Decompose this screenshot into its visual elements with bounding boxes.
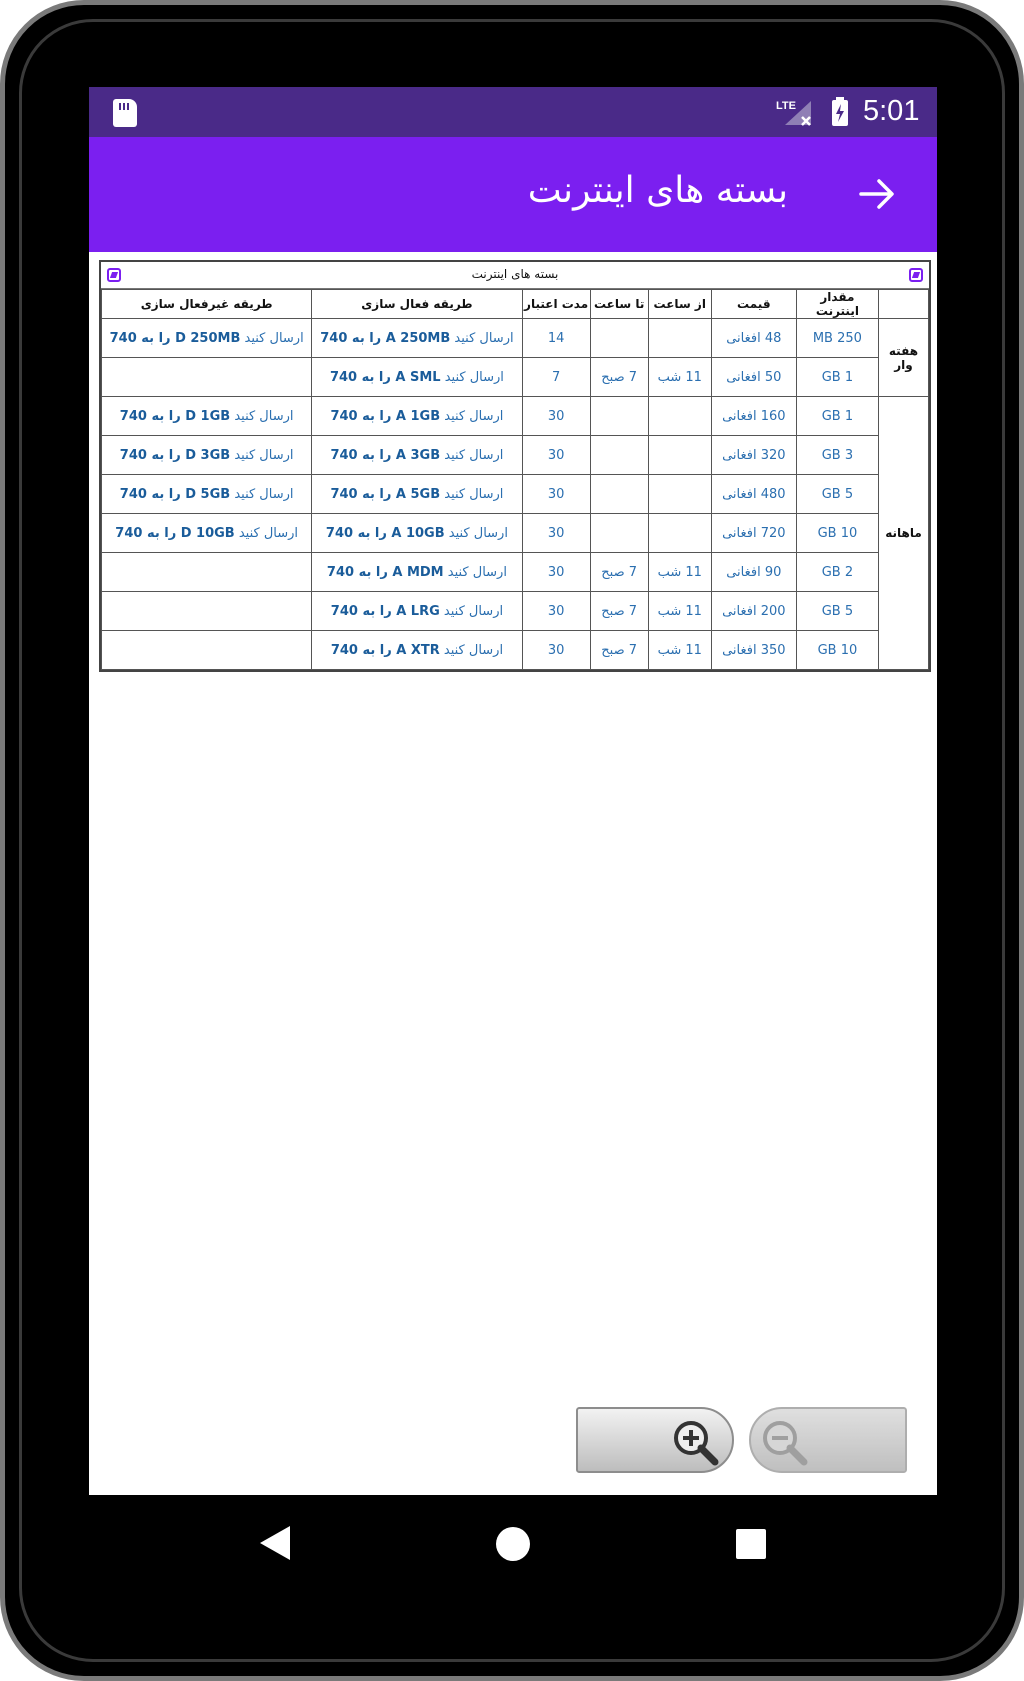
activate-command-cell	[312, 553, 522, 592]
activate-command-cell	[312, 631, 522, 670]
column-header: مدت اعتبار	[522, 290, 590, 319]
period-label: ماهانه	[878, 397, 928, 670]
to-hour-cell	[590, 436, 648, 475]
column-header: طریقه غیرفعال سازی	[102, 290, 312, 319]
packages-grid	[101, 289, 929, 670]
command-code: D 3GB	[185, 447, 231, 463]
column-header: از ساعت	[648, 290, 711, 319]
table-row	[102, 475, 929, 514]
column-header: طریقه فعال سازی	[312, 290, 522, 319]
to-hour-cell: 7 صبح	[590, 592, 648, 631]
command-text: ارسال کنید	[440, 486, 504, 502]
from-hour-cell	[648, 514, 711, 553]
table-header-bar	[101, 262, 929, 289]
table-row	[102, 358, 929, 397]
corner-edit-icon[interactable]	[909, 268, 923, 282]
price-cell: 200 افغانی	[711, 592, 796, 631]
command-text: ارسال کنید	[440, 447, 504, 463]
price-cell: 480 افغانی	[711, 475, 796, 514]
arrow-right-icon[interactable]	[857, 174, 897, 214]
validity-cell: 30	[522, 475, 590, 514]
deactivate-command-cell	[102, 553, 312, 592]
command-code: A 3GB	[395, 447, 441, 463]
from-hour-cell	[648, 436, 711, 475]
activate-command-cell	[312, 397, 522, 436]
activate-command-cell	[312, 592, 522, 631]
from-hour-cell	[648, 475, 711, 514]
price-cell: 320 افغانی	[711, 436, 796, 475]
battery-charging-icon	[830, 97, 850, 127]
from-hour-cell	[648, 397, 711, 436]
deactivate-command-cell	[102, 475, 312, 514]
status-bar	[89, 87, 937, 137]
command-text: ارسال کنید	[443, 564, 507, 580]
command-target: را به 740	[330, 603, 397, 619]
validity-cell: 30	[522, 592, 590, 631]
validity-cell: 30	[522, 397, 590, 436]
price-cell: 160 افغانی	[711, 397, 796, 436]
validity-cell: 30	[522, 436, 590, 475]
table-row	[102, 592, 929, 631]
deactivate-command-cell	[102, 631, 312, 670]
table-title: بسته های اینترنت	[471, 267, 559, 281]
from-hour-cell: 11 شب	[648, 358, 711, 397]
command-code: A XTR	[396, 642, 440, 658]
command-text: ارسال کنید	[439, 603, 504, 619]
deactivate-command-cell	[102, 397, 312, 436]
period-label: هفته وار	[878, 319, 928, 397]
validity-cell: 30	[522, 553, 590, 592]
command-code: A 1GB	[395, 408, 441, 424]
table-header-row	[102, 290, 929, 319]
deactivate-command-cell	[102, 358, 312, 397]
command-text: ارسال کنید	[234, 525, 299, 541]
recents-square-icon[interactable]	[736, 1529, 766, 1559]
command-target: را به 740	[329, 369, 396, 385]
column-header: قیمت	[711, 290, 796, 319]
zoom-out-icon	[759, 1417, 809, 1467]
from-hour-cell: 11 شب	[648, 592, 711, 631]
command-text: ارسال کنید	[240, 330, 304, 346]
sd-card-icon	[113, 99, 137, 127]
packages-table	[99, 260, 931, 672]
amount-cell: 5 GB	[796, 475, 878, 514]
validity-cell: 30	[522, 514, 590, 553]
to-hour-cell: 7 صبح	[590, 358, 648, 397]
command-target: را به 740	[330, 486, 396, 502]
command-code: D 1GB	[185, 408, 231, 424]
validity-cell: 30	[522, 631, 590, 670]
deactivate-command-cell	[102, 436, 312, 475]
validity-cell: 7	[522, 358, 590, 397]
from-hour-cell: 11 شب	[648, 631, 711, 670]
zoom-out-button[interactable]	[749, 1407, 907, 1473]
command-target: را به 740	[325, 525, 392, 541]
to-hour-cell: 7 صبح	[590, 553, 648, 592]
command-target: را به 740	[330, 447, 396, 463]
period-header	[878, 290, 928, 319]
zoom-in-icon	[670, 1417, 720, 1467]
amount-cell: 10 GB	[796, 631, 878, 670]
amount-cell: 1 GB	[796, 358, 878, 397]
price-cell: 90 افغانی	[711, 553, 796, 592]
command-text: ارسال کنید	[450, 330, 514, 346]
to-hour-cell	[590, 397, 648, 436]
home-circle-icon[interactable]	[496, 1527, 530, 1561]
activate-command-cell	[312, 436, 522, 475]
command-target: را به 740	[326, 564, 393, 580]
amount-cell: 2 GB	[796, 553, 878, 592]
deactivate-command-cell	[102, 592, 312, 631]
table-row	[102, 553, 929, 592]
activate-command-cell	[312, 319, 522, 358]
to-hour-cell	[590, 514, 648, 553]
command-code: A 10GB	[391, 525, 445, 541]
command-text: ارسال کنید	[439, 642, 504, 658]
price-cell: 48 افغانی	[711, 319, 796, 358]
command-code: D 10GB	[180, 525, 235, 541]
command-text: ارسال کنید	[444, 525, 508, 541]
activate-command-cell	[312, 475, 522, 514]
amount-cell: 1 GB	[796, 397, 878, 436]
command-target: را به 740	[320, 330, 386, 346]
lte-signal-icon	[775, 97, 815, 127]
command-code: D 250MB	[175, 330, 241, 346]
command-code: A 5GB	[395, 486, 441, 502]
command-text: ارسال کنید	[230, 447, 294, 463]
command-target: را به 740	[330, 408, 396, 424]
page-title: بسته های اینترنت	[527, 170, 788, 211]
amount-cell: 10 GB	[796, 514, 878, 553]
command-code: A LRG	[396, 603, 440, 619]
table-row	[102, 397, 929, 436]
command-code: A MDM	[392, 564, 444, 580]
activate-command-cell	[312, 358, 522, 397]
price-cell: 350 افغانی	[711, 631, 796, 670]
command-text: ارسال کنید	[440, 408, 504, 424]
status-clock: 5:01	[863, 95, 920, 127]
command-code: A 250MB	[385, 330, 451, 346]
from-hour-cell	[648, 319, 711, 358]
command-target: را به 740	[115, 525, 181, 541]
command-code: A SML	[395, 369, 441, 385]
command-target: را به 740	[119, 408, 186, 424]
table-row	[102, 514, 929, 553]
command-text: ارسال کنید	[440, 369, 504, 385]
from-hour-cell: 11 شب	[648, 553, 711, 592]
svg-text:LTE: LTE	[776, 100, 796, 112]
amount-cell: 5 GB	[796, 592, 878, 631]
activate-command-cell	[312, 514, 522, 553]
app-bar	[89, 137, 937, 252]
column-header: تا ساعت	[590, 290, 648, 319]
command-text: ارسال کنید	[230, 408, 294, 424]
validity-cell: 14	[522, 319, 590, 358]
to-hour-cell: 7 صبح	[590, 631, 648, 670]
command-target: را به 740	[109, 330, 176, 346]
amount-cell: 3 GB	[796, 436, 878, 475]
command-text: ارسال کنید	[230, 486, 294, 502]
screen	[89, 87, 937, 1495]
price-cell: 720 افغانی	[711, 514, 796, 553]
to-hour-cell	[590, 475, 648, 514]
command-code: D 5GB	[185, 486, 231, 502]
to-hour-cell	[590, 319, 648, 358]
command-target: را به 740	[119, 447, 186, 463]
amount-cell: 250 MB	[796, 319, 878, 358]
back-triangle-icon[interactable]	[258, 1524, 292, 1562]
table-row	[102, 436, 929, 475]
price-cell: 50 افغانی	[711, 358, 796, 397]
column-header: مقدار اینترنت	[796, 290, 878, 319]
zoom-in-button[interactable]	[576, 1407, 734, 1473]
table-row	[102, 319, 929, 358]
command-target: را به 740	[119, 486, 186, 502]
deactivate-command-cell	[102, 514, 312, 553]
command-target: را به 740	[330, 642, 397, 658]
table-row	[102, 631, 929, 670]
deactivate-command-cell	[102, 319, 312, 358]
